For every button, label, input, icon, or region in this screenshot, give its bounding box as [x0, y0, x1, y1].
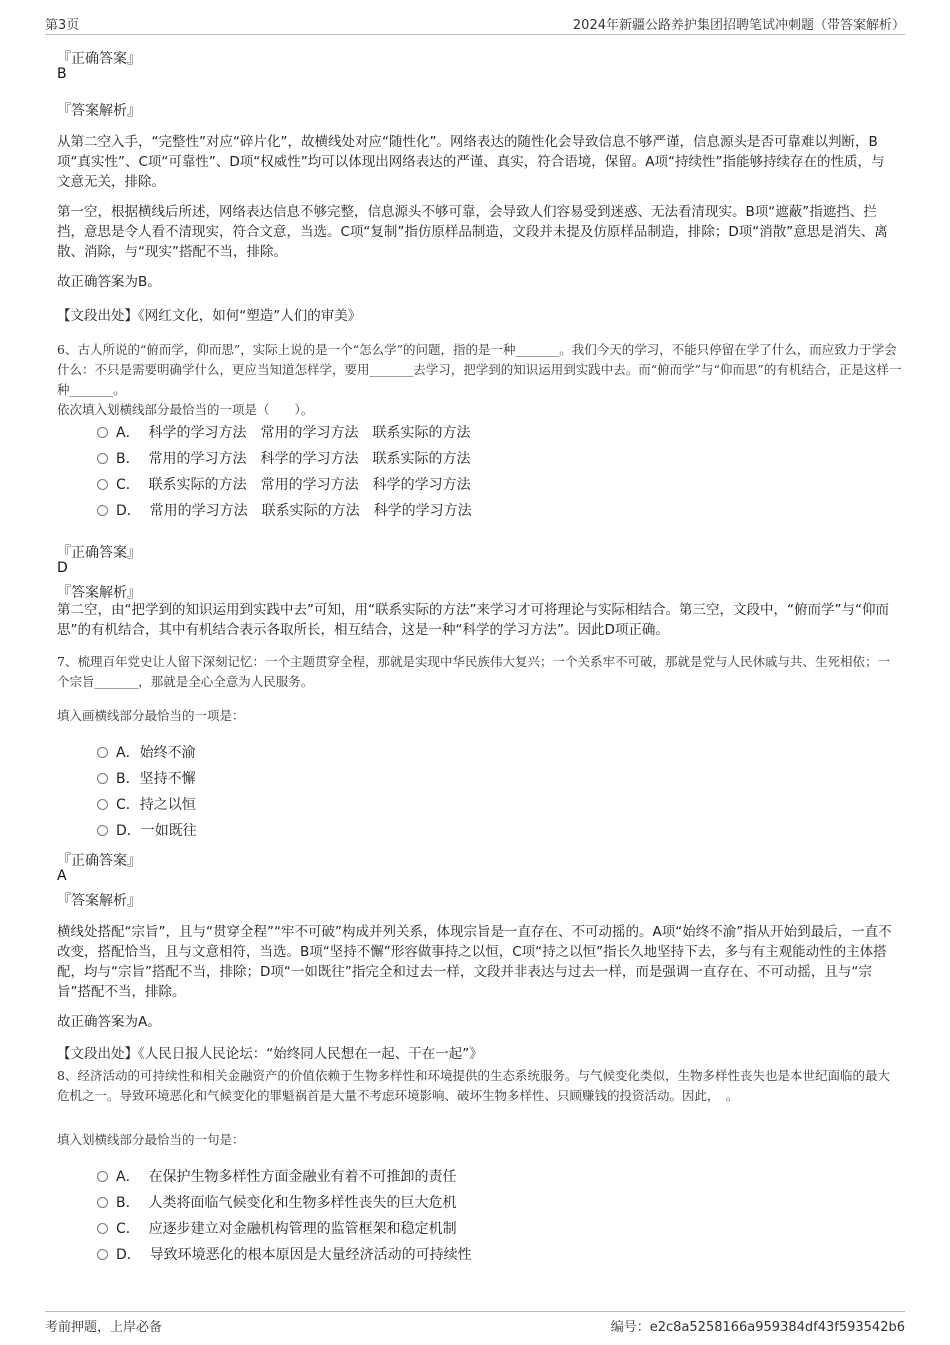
q6-answer-label: 『正确答案』: [57, 545, 141, 561]
q6-option-a[interactable]: A． 科学的学习方法 常用的学习方法 联系实际的方法: [97, 422, 470, 442]
q8-option-b[interactable]: B． 人类将面临气候变化和生物多样性丧失的巨大危机: [97, 1192, 457, 1212]
q6-option-b[interactable]: B． 常用的学习方法 科学的学习方法 联系实际的方法: [97, 448, 471, 468]
document-title: 2024年新疆公路养护集团招聘笔试冲刺题（带答案解析）: [572, 18, 905, 33]
footer-slogan: 考前押题，上岸必备: [45, 1320, 163, 1335]
page-header: [45, 12, 905, 35]
q6-prompt: 依次填入划横线部分最恰当的一项是（ ）。: [57, 402, 314, 417]
q7-option-c[interactable]: C．持之以恒: [97, 794, 196, 814]
q5-source: 【文段出处】《网红文化，如何“塑造”人们的审美》: [57, 308, 362, 324]
q8-stem: 8、经济活动的可持续性和相关金融资产的价值依赖于生物多样性和环境提供的生态系统服务。与气候变化类似，生物多样性丧失也是本世纪面临的最大危机之一。导致环境恶化和气候变化的罪魁祸首是大量不考虑环境影响、破坏生物多样性、只顾赚钱的投资活动。因此， 。: [57, 1068, 890, 1103]
q8-option-c[interactable]: C． 应逐步建立对金融机构管理的监管框架和稳定机制: [97, 1218, 457, 1238]
q6-stem: 6、古人所说的“俯而学，仰而思”，实际上说的是一个“怎么学”的问题，指的是一种_______。我们今天的学习，不能只停留在学了什么，而应致力于学会什么：不只是需要明确学什么，更应当知道怎样学，要用_______去学习，把学到的知识运用到实践中去。而“俯而学”与“仰而思”的有机结合，正是这样一种_______。: [57, 342, 902, 397]
radio-icon[interactable]: [97, 1249, 108, 1260]
q7-conclusion: 故正确答案为A。: [57, 1014, 161, 1030]
radio-icon[interactable]: [97, 427, 108, 438]
q8-prompt: 填入划横线部分最恰当的一句是：: [57, 1132, 245, 1147]
q7-analysis-label: 『答案解析』: [57, 893, 141, 909]
q7-option-d[interactable]: D．一如既往: [97, 820, 197, 840]
q5-analysis-p1: 从第二空入手，“完整性”对应“碎片化”，故横线处对应“随性化”。网络表达的随性化会导致信息不够严谨，信息源头是否可靠难以判断，B项“真实性”、C项“可靠性”、D项“权威性”均可以体现出网络表达的严谨、真实，符合语境，保留。A项“持续性”指能够持续存在的性质，与文意无关，排除。: [57, 134, 885, 190]
page-number: 第3页: [45, 18, 80, 33]
q6-analysis-label: 『答案解析』: [57, 585, 141, 601]
radio-icon[interactable]: [97, 825, 108, 836]
q6-answer: D: [57, 560, 68, 576]
q7-analysis: 横线处搭配“宗旨”，且与“贯穿全程”“牢不可破”构成并列关系，体现宗旨是一直存在、不可动摇的。A项“始终不渝”指从开始到最后，一直不改变，搭配恰当，且与文意相符，当选。B项“坚持不懈”形容做事持之以恒，C项“持之以恒”指长久地坚持下去，多与有主观能动性的主体搭配，均与“宗旨”搭配不当，排除；D项“一如既往”指完全和过去一样，文段并非表达与过去一样，而是强调一直存在、不可动摇，且与“宗旨”搭配不当，排除。: [57, 924, 892, 1000]
radio-icon[interactable]: [97, 773, 108, 784]
q7-option-b[interactable]: B．坚持不懈: [97, 768, 196, 788]
q7-prompt: 填入画横线部分最恰当的一项是：: [57, 708, 245, 723]
page-footer: [45, 1311, 905, 1336]
radio-icon[interactable]: [97, 799, 108, 810]
q6-option-c[interactable]: C． 联系实际的方法 常用的学习方法 科学的学习方法: [97, 474, 471, 494]
q5-analysis-label: 『答案解析』: [57, 103, 141, 119]
q8-option-d[interactable]: D． 导致环境恶化的根本原因是大量经济活动的可持续性: [97, 1244, 472, 1264]
document-code: 编号：e2c8a5258166a959384df43f593542b6: [610, 1320, 905, 1335]
q6-option-d[interactable]: D． 常用的学习方法 联系实际的方法 科学的学习方法: [97, 500, 472, 520]
q5-answer-label: 『正确答案』: [57, 51, 141, 67]
q7-answer: A: [57, 868, 67, 884]
q7-option-a[interactable]: A．始终不渝: [97, 742, 196, 762]
radio-icon[interactable]: [97, 1171, 108, 1182]
radio-icon[interactable]: [97, 747, 108, 758]
q5-conclusion: 故正确答案为B。: [57, 274, 161, 290]
q7-source: 【文段出处】《人民日报人民论坛：“始终同人民想在一起、干在一起”》: [57, 1046, 483, 1062]
q6-analysis: 第二空，由“把学到的知识运用到实践中去”可知，用“联系实际的方法”来学习才可将理论与实际相结合。第三空，文段中，“俯而学”与“仰而思”的有机结合，其中有机结合表示各取所长，相互结合，这是一种“科学的学习方法”。因此D项正确。: [57, 602, 889, 638]
radio-icon[interactable]: [97, 1223, 108, 1234]
radio-icon[interactable]: [97, 505, 108, 516]
radio-icon[interactable]: [97, 479, 108, 490]
radio-icon[interactable]: [97, 453, 108, 464]
q5-analysis-p2: 第一空，根据横线后所述，网络表达信息不够完整，信息源头不够可靠，会导致人们容易受到迷惑、无法看清现实。B项“遮蔽”指遮挡、拦挡，意思是令人看不清现实，符合文意，当选。C项“复制”指仿原样品制造，文段并未提及仿原样品制造，排除；D项“消散”意思是消失、离散、消除，与“现实”搭配不当，排除。: [57, 204, 888, 260]
q5-answer: B: [57, 66, 67, 82]
radio-icon[interactable]: [97, 1197, 108, 1208]
q7-answer-label: 『正确答案』: [57, 853, 141, 869]
q7-stem: 7、梳理百年党史让人留下深刻记忆：一个主题贯穿全程，那就是实现中华民族伟大复兴；一个关系牢不可破，那就是党与人民休戚与共、生死相依；一个宗旨_______，那就是全心全意为人民服务。: [57, 654, 890, 689]
q8-option-a[interactable]: A． 在保护生物多样性方面金融业有着不可推卸的责任: [97, 1166, 456, 1186]
